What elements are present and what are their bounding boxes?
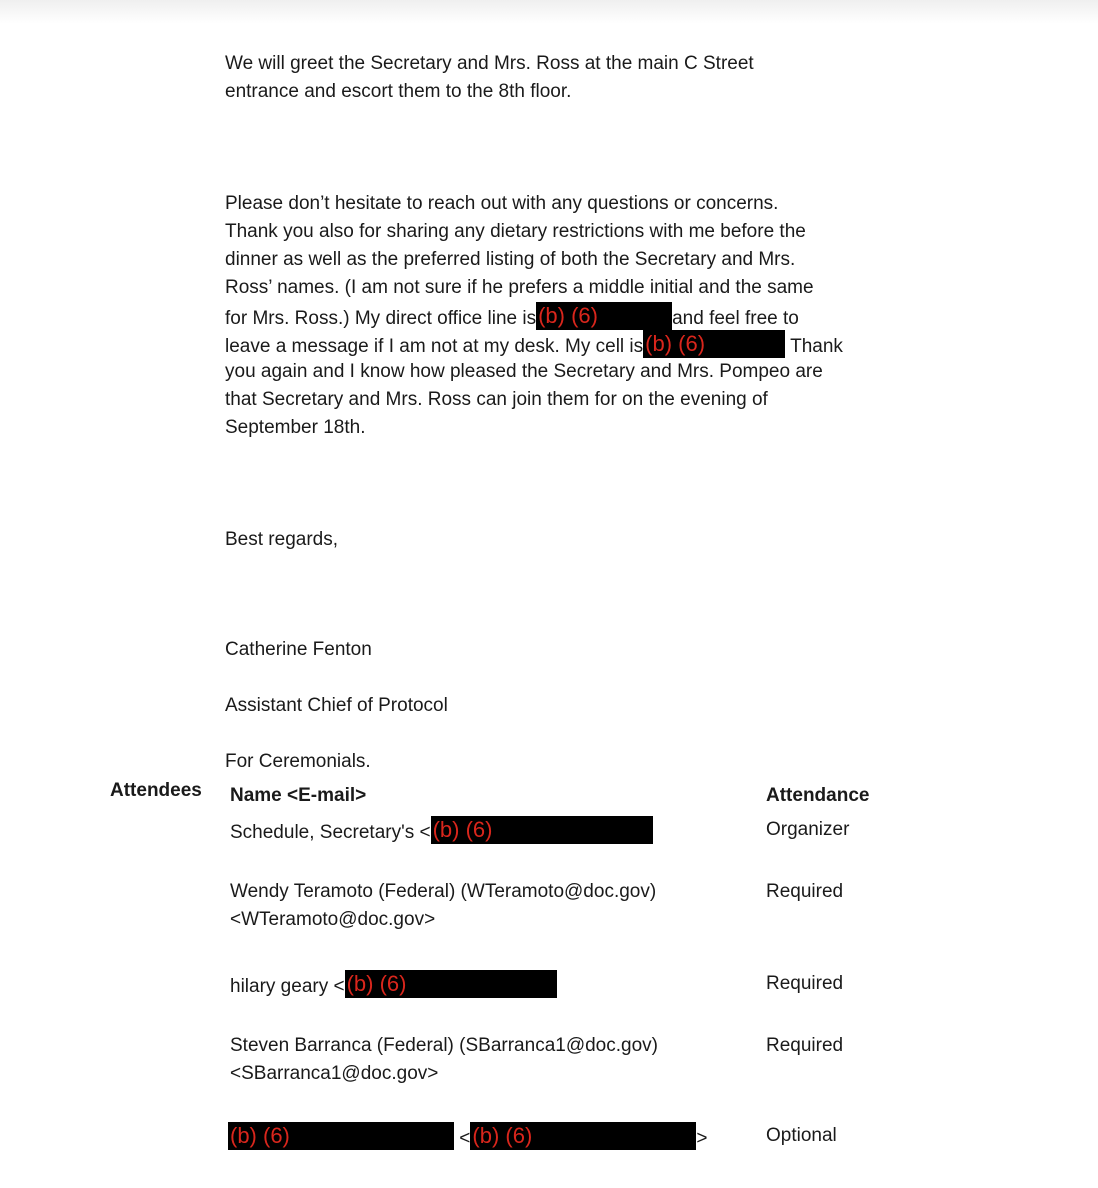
header-name: Name <E-mail> [230,785,367,806]
para2-line7: you again and I know how pleased the Secretary and Mrs. Pompeo are [225,361,823,382]
redaction-cell: (b) (6) [643,330,785,358]
para2-line4: Ross’ names. (I am not sure if he prefers a middle initial and the same [225,277,814,298]
redaction-email: (b) (6) [470,1122,696,1150]
page-top-edge [0,0,1098,24]
para2-line8: that Secretary and Mrs. Ross can join them for on the evening of [225,389,768,410]
attendee-row-5-name [228,1122,708,1153]
attendee-row-5-attendance: Optional [766,1125,837,1146]
redaction-office-line: (b) (6) [536,302,672,330]
attendee-row-2-email: <WTeramoto@doc.gov> [230,909,436,930]
para2-line6-start: leave a message if I am not at my desk. My cell is [225,336,644,357]
para2-line6-end: Thank [790,336,843,357]
para2-line5-start: for Mrs. Ross.) My direct office line is [225,308,537,329]
closing: Best regards, [225,529,338,550]
attendees-label: Attendees [110,780,202,801]
para2-line9: September 18th. [225,417,366,438]
attendee-row-3-name [230,970,557,1001]
attendee-row-4-attendance: Required [766,1035,844,1056]
para1-line1: We will greet the Secretary and Mrs. Ross at the main C Street [225,53,754,74]
attendee-row-3-attendance: Required [766,973,844,994]
redaction-name: (b) (6) [228,1122,454,1150]
header-attendance: Attendance [766,785,870,806]
para1-line2: entrance and escort them to the 8th floor. [225,81,572,102]
email-open-bracket: < [459,1128,471,1149]
email-close-bracket: > [696,1128,708,1149]
para2-line5 [225,302,799,333]
signer-title: Assistant Chief of Protocol [225,695,448,716]
attendee-name: hilary geary < [230,976,345,997]
attendee-name: Schedule, Secretary's < [230,822,431,843]
attendee-row-1-name [230,816,653,847]
signer-dept: For Ceremonials. [225,751,371,772]
redaction-email: (b) (6) [431,816,653,844]
para2-line1: Please don’t hesitate to reach out with any questions or concerns. [225,193,779,214]
para2-line3: dinner as well as the preferred listing of both the Secretary and Mrs. [225,249,796,270]
attendee-row-2-attendance: Required [766,881,844,902]
attendee-row-1-attendance: Organizer [766,819,850,840]
para2-line6 [225,330,843,361]
redaction-email: (b) (6) [345,970,557,998]
signer-name: Catherine Fenton [225,639,372,660]
attendee-row-4-name: Steven Barranca (Federal) (SBarranca1@doc.gov) [230,1035,658,1056]
attendee-row-2-name: Wendy Teramoto (Federal) (WTeramoto@doc.gov) [230,881,657,902]
attendee-row-4-email: <SBarranca1@doc.gov> [230,1063,439,1084]
para2-line5-end: and feel free to [672,308,799,329]
para2-line2: Thank you also for sharing any dietary restrictions with me before the [225,221,806,242]
